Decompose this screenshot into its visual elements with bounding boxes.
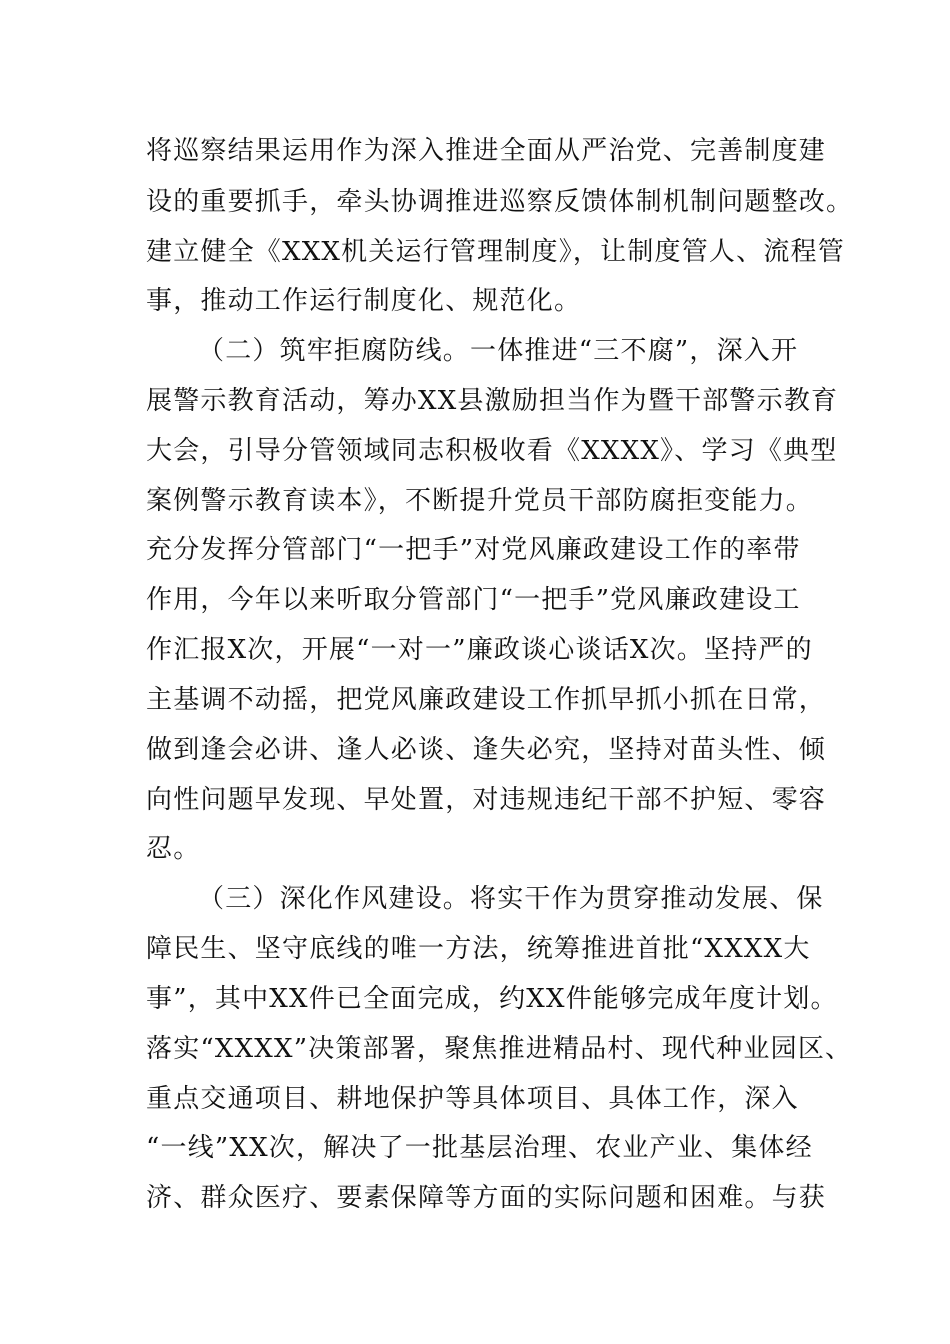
paragraph-line: 事，推动工作运行制度化、规范化。 — [146, 286, 582, 316]
paragraph-line: 事”，其中XX件已全面完成，约XX件能够完成年度计划。 — [146, 984, 838, 1014]
paragraph-line: 障民生、坚守底线的唯一方法，统筹推进首批“XXXX大 — [146, 934, 811, 964]
paragraph-line: “一线”XX次，解决了一批基层治理、农业产业、集体经 — [146, 1133, 813, 1163]
paragraph-line: 设的重要抓手，牵头协调推进巡察反馈体制机制问题整改。 — [146, 187, 854, 217]
paragraph-line: 忍。 — [146, 834, 201, 864]
paragraph-line: 向性问题早发现、早处置，对违规违纪干部不护短、零容 — [146, 785, 827, 815]
paragraph-line: 主基调不动摇，把党风廉政建设工作抓早抓小抓在日常， — [146, 685, 827, 715]
paragraph-line: 充分发挥分管部门“一把手”对党风廉政建设工作的率带 — [146, 535, 801, 565]
section-heading-line: （三）深化作风建设。将实干作为贯穿推动发展、保 — [198, 884, 824, 914]
paragraph-line: 落实“XXXX”决策部署，聚焦推进精品村、现代种业园区、 — [146, 1034, 853, 1064]
paragraph-line: 作汇报X次，开展“一对一”廉政谈心谈话X次。坚持严的 — [146, 635, 813, 665]
paragraph-line: 展警示教育活动，筹办XX县激励担当作为暨干部警示教育 — [146, 386, 839, 416]
paragraph-line: 济、群众医疗、要素保障等方面的实际问题和困难。与获 — [146, 1183, 827, 1213]
paragraph-line: 重点交通项目、耕地保护等具体项目、具体工作，深入 — [146, 1084, 799, 1114]
section-heading-line: （二）筑牢拒腐防线。一体推进“三不腐”，深入开 — [198, 336, 799, 366]
paragraph-line: 做到逢会必讲、逢人必谈、逢失必究，坚持对苗头性、倾 — [146, 735, 827, 765]
paragraph-line: 案例警示教育读本》，不断提升党员干部防腐拒变能力。 — [146, 486, 814, 516]
paragraph-line: 作用，今年以来听取分管部门“一把手”党风廉政建设工 — [146, 585, 801, 615]
paragraph-line: 将巡察结果运用作为深入推进全面从严治党、完善制度建 — [146, 136, 827, 166]
paragraph-line: 大会，引导分管领域同志积极收看《XXXX》、学习《典型 — [146, 436, 838, 466]
paragraph-line: 建立健全《XXX机关运行管理制度》，让制度管人、流程管 — [146, 237, 845, 267]
